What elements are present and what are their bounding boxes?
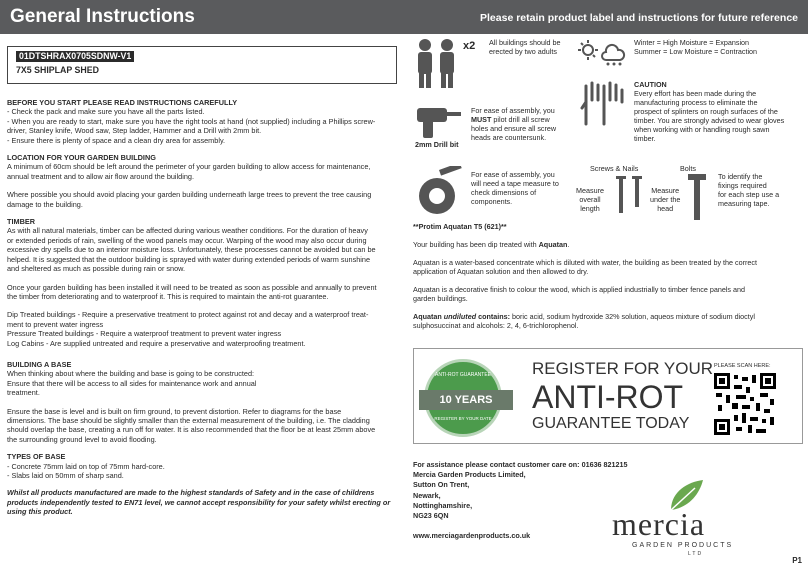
text-line: treatment. bbox=[7, 388, 40, 398]
text-run: boric acid, sodium hydroxide 32% solution, aqueos mixture of sodium dioctyl bbox=[510, 312, 755, 321]
scan-label: PLEASE SCAN HERE: bbox=[714, 363, 771, 369]
text-line: Whilst all products manufactured are made to the highest standards of Safety and in the case of childrens bbox=[7, 488, 375, 498]
before-section bbox=[7, 98, 397, 145]
text-line: Every effort has been made during the bbox=[634, 89, 757, 98]
text-line: - Check the pack and make sure you have all the parts listed. bbox=[7, 107, 205, 117]
text-line: application of Aquatan solution and then allowed to dry. bbox=[413, 267, 589, 276]
text-line: measuring tape. bbox=[718, 199, 770, 208]
text-line: ment to prevent water ingress bbox=[7, 319, 104, 329]
logo-subtitle: GARDEN PRODUCTS bbox=[632, 542, 734, 549]
badge-bottom-text: REGISTER BY YOUR DATE bbox=[434, 416, 492, 421]
text-line bbox=[471, 115, 556, 124]
text-line: Measure bbox=[576, 186, 604, 195]
text-line: - Concrete 75mm laid on top of 75mm hard-core. bbox=[7, 461, 165, 471]
page-title: General Instructions bbox=[10, 6, 195, 27]
text-run: contains: bbox=[476, 312, 511, 321]
qr-code-icon[interactable] bbox=[714, 373, 776, 435]
text-line: damage to the building. bbox=[7, 199, 83, 209]
section-heading: TIMBER bbox=[7, 217, 35, 227]
text-line: Once your garden building has been installed it will need to be treated as soon as possible and annually to prevent bbox=[7, 282, 377, 292]
text-line: Aquatan is a water-based concentrate which is diluted with water, the building as been treated by the correct bbox=[413, 258, 758, 267]
text-run: pilot drill all screw bbox=[491, 115, 550, 124]
tape-note bbox=[471, 170, 559, 206]
section-heading: BUILDING A BASE bbox=[7, 359, 72, 369]
text-line: Log Cabins - Are supplied untreated and require a preservative and waterproofing treatment. bbox=[7, 338, 306, 348]
adults-count: x2 bbox=[463, 40, 476, 52]
text-line: timber. bbox=[634, 134, 656, 143]
text-line: helped. It is suggested that the outdoor building is sprayed with water during extended periods of warm sunshine bbox=[7, 254, 371, 264]
text-line: annual treatment and to allow air flow around the building. bbox=[7, 171, 195, 181]
text-line: components. bbox=[471, 197, 513, 206]
website-link[interactable]: www.merciagardenproducts.co.uk bbox=[413, 531, 531, 541]
text-line: Aquatan is a decorative finish to colour the wood, which is applied industrially to timber fence panels and bbox=[413, 285, 746, 294]
emphasis-text: Aquatan bbox=[538, 240, 568, 249]
product-code: 01DTSHRAX0705SDNW-V1 bbox=[16, 51, 134, 62]
text-line: For assistance please contact customer care on: 01636 821215 bbox=[413, 460, 628, 469]
text-line: When thinking about where the building and base is going to be constructed: bbox=[7, 369, 255, 379]
mercia-logo bbox=[610, 478, 800, 558]
aquatan-heading: **Protim Aquatan T5 (621)** bbox=[413, 222, 507, 231]
banner-line-2: ANTI-ROT bbox=[532, 379, 684, 415]
text-line: Where possible you should avoid placing your garden building underneath large trees to prevent the tree causing bbox=[7, 190, 372, 200]
base-section bbox=[7, 360, 397, 444]
text-run: . bbox=[567, 240, 570, 249]
emphasis-text: MUST bbox=[471, 115, 492, 124]
logo-ltd: LTD bbox=[688, 551, 704, 557]
text-line: prospect of splinters on rough surfaces of the bbox=[634, 107, 778, 116]
bolts-measure bbox=[650, 186, 680, 213]
contact-block bbox=[413, 460, 628, 541]
weather-icon bbox=[578, 38, 628, 66]
text-line: A minimum of 60cm should be left around the perimeter of your garden building to allow access for maintenance, bbox=[7, 162, 371, 172]
banner-line-3: GUARANTEE TODAY bbox=[532, 415, 690, 432]
text-line: manufacturing process to eliminate the bbox=[634, 98, 758, 107]
disclaimer bbox=[7, 488, 397, 516]
aquatan-section bbox=[413, 222, 805, 330]
weather-note bbox=[634, 38, 757, 56]
text-line: erected by two adults bbox=[489, 47, 557, 56]
page-number: P1 bbox=[792, 556, 802, 565]
text-line: or extended periods of rain, swelling of the wood panels may occur. Warping of the wood may also occur during bbox=[7, 235, 367, 245]
timber-section bbox=[7, 217, 397, 348]
product-name: 7X5 SHIPLAP SHED bbox=[16, 65, 99, 76]
text-line: Summer = Low Moisture = Contraction bbox=[634, 47, 758, 56]
text-line: All buildings should be bbox=[489, 38, 561, 47]
text-line: under the bbox=[650, 195, 681, 204]
text-line: dimensions. The base should be slightly smaller than the external measurement of the building, i.e. The cladding bbox=[7, 415, 370, 425]
text-line: Winter = High Moisture = Expansion bbox=[634, 38, 750, 47]
text-line: products independently tested to EN71 level, we cannot accept responsibility for your safety whilst erecting or bbox=[7, 497, 391, 507]
anti-rot-banner bbox=[413, 348, 803, 444]
screws-label: Screws & Nails bbox=[590, 164, 639, 173]
text-line: overall bbox=[579, 195, 601, 204]
text-line: head bbox=[657, 204, 674, 213]
text-line bbox=[413, 240, 805, 249]
adults-note bbox=[489, 38, 561, 56]
emphasis-text: undiluted bbox=[443, 312, 477, 321]
text-line: Measure bbox=[651, 186, 680, 195]
drill-icon bbox=[413, 104, 465, 140]
gloves-icon bbox=[578, 80, 628, 126]
text-line: NG23 6QN bbox=[413, 511, 449, 521]
caution-heading: CAUTION bbox=[634, 80, 667, 89]
text-line: For ease of assembly, you bbox=[471, 106, 555, 115]
text-line bbox=[413, 312, 805, 321]
fixings-note bbox=[718, 172, 779, 208]
text-line: To identify the bbox=[718, 172, 763, 181]
text-line: and sheltered as much as possible during rain or snow. bbox=[7, 264, 186, 274]
two-adults-icon bbox=[413, 38, 461, 90]
text-line: driver, Stanley knife, Wood saw, Step ladder, Hammer and a Drill with 2mm bit. bbox=[7, 126, 262, 136]
text-line: heads are countersunk. bbox=[471, 133, 547, 142]
text-run: Aquatan bbox=[413, 312, 444, 321]
text-line: check dimensions of bbox=[471, 188, 537, 197]
text-line: excessive dry spells due to an interior moisture loss. Unfortunately, these processes cannot be avoided but can be bbox=[7, 245, 376, 255]
text-line: Mercia Garden Products Limited, bbox=[413, 470, 526, 480]
text-line: using this product. bbox=[7, 507, 73, 517]
page-header bbox=[0, 0, 808, 34]
tape-measure-icon bbox=[415, 166, 463, 216]
text-line: for each step use a bbox=[718, 190, 780, 199]
screws-measure bbox=[576, 186, 604, 213]
bolt-icon bbox=[686, 174, 708, 222]
text-line: sulphosuccinat and alcohols: 2, 4, 6-trichlorophenol. bbox=[413, 321, 579, 330]
text-line: Sutton On Trent, bbox=[413, 480, 470, 490]
text-run: Your building has been dip treated with bbox=[413, 240, 539, 249]
screws-icon bbox=[612, 176, 648, 218]
section-heading: TYPES OF BASE bbox=[7, 452, 66, 462]
text-line: the timber from deteriorating and to waterproof it. This is required to maintain the anti-rot guarantee. bbox=[7, 291, 329, 301]
badge-top-text: ANTI-ROT GUARANTEE bbox=[434, 372, 492, 378]
text-line: Dip Treated buildings - Require a preservative treatment to protect against rot and decay and a waterproof treat- bbox=[7, 310, 369, 320]
text-line: Ensure that there will be access to all sides for maintenance work and annual bbox=[7, 378, 257, 388]
page-subtitle: Please retain product label and instructions for future reference bbox=[480, 12, 798, 24]
text-line: timber. You are strongly advised to wear gloves bbox=[634, 116, 785, 125]
text-line: holes and ensure all screw bbox=[471, 124, 557, 133]
location-section bbox=[7, 153, 397, 209]
left-column bbox=[7, 46, 397, 517]
text-line: when working with or handling rough sawn bbox=[634, 125, 770, 134]
section-heading: BEFORE YOU START PLEASE READ INSTRUCTIONS CAREFULLY bbox=[7, 98, 238, 107]
text-line: fixings required bbox=[718, 181, 767, 190]
text-line: length bbox=[580, 204, 600, 213]
drill-note bbox=[471, 106, 556, 142]
text-line: - When you are ready to start, make sure you have the right tools at hand (not supplied) including a Phillips screw- bbox=[7, 116, 376, 126]
text-line: - Slabs laid on 50mm of sharp sand. bbox=[7, 471, 124, 480]
caution-note bbox=[634, 80, 804, 143]
types-section bbox=[7, 452, 397, 480]
text-line: garden buildings. bbox=[413, 294, 468, 303]
section-heading: LOCATION FOR YOUR GARDEN BUILDING bbox=[7, 153, 156, 163]
product-label-box bbox=[7, 46, 397, 84]
logo-name: mercia bbox=[612, 506, 706, 542]
text-line: the surrounding ground level to avoid flooding. bbox=[7, 434, 157, 444]
text-line: Ensure the base is level and is built on firm ground, to prevent distortion. Refer to diagrams for the base bbox=[7, 406, 342, 416]
banner-line-1: REGISTER FOR YOUR bbox=[532, 359, 714, 378]
text-line: Pressure Treated buildings - Require a waterproof treatment to prevent water ingress bbox=[7, 329, 282, 339]
text-line: For ease of assembly, you bbox=[471, 170, 555, 179]
guarantee-badge bbox=[424, 359, 502, 437]
text-line: As with all natural materials, timber can be affected during various weather conditions. For the duration of heavy bbox=[7, 226, 368, 236]
bolts-label: Bolts bbox=[680, 164, 696, 173]
text-line: Nottinghamshire, bbox=[413, 500, 473, 510]
text-line: will need a tape measure to bbox=[471, 179, 559, 188]
badge-years: 10 YEARS bbox=[419, 390, 513, 410]
drill-label: 2mm Drill bit bbox=[415, 140, 459, 149]
text-line: Newark, bbox=[413, 490, 441, 500]
text-line: should overlap the base, creating a run off for water. It is also recommended that the floor be at least 25mm above bbox=[7, 425, 376, 435]
text-line: - Ensure there is plenty of space and a clean dry area for assembly. bbox=[7, 135, 226, 145]
